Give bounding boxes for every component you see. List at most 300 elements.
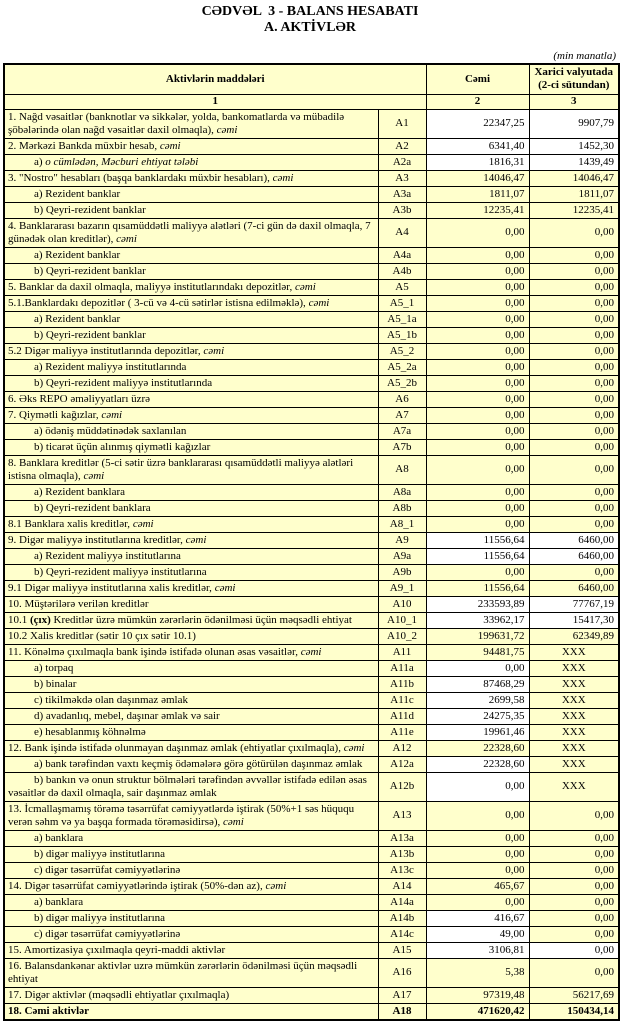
row-code: A6 (378, 391, 426, 407)
row-total-value: 2699,58 (426, 692, 529, 708)
row-code: A9b (378, 564, 426, 580)
row-total-value: 416,67 (426, 910, 529, 926)
row-code: A11b (378, 676, 426, 692)
row-label (4, 327, 378, 343)
row-foreign-value: 0,00 (529, 910, 619, 926)
row-foreign-value: XXX (529, 644, 619, 660)
row-foreign-value: 0,00 (529, 391, 619, 407)
row-label-text: (çıx) (30, 613, 51, 626)
row-code: A9_1 (378, 580, 426, 596)
table-row (4, 942, 619, 958)
row-label (4, 439, 378, 455)
table-row (4, 756, 619, 772)
row-code: A13a (378, 830, 426, 846)
row-code: A16 (378, 958, 426, 987)
row-label (4, 455, 378, 484)
row-foreign-value: 0,00 (529, 359, 619, 375)
table-row (4, 801, 619, 830)
table-row (4, 987, 619, 1003)
row-label-text: 8. Banklara kreditlər (5-ci sətir üzrə banklararası qısamüddətli maliyyə alətləri istisna olmaqla), (8, 456, 354, 482)
report-title: CƏDVƏL 3 - BALANS HESABATI (201, 4, 419, 19)
report-title-block (0, 0, 620, 36)
table-row (4, 878, 619, 894)
balance-sheet-table (3, 63, 620, 1021)
table-row (4, 170, 619, 186)
row-code: A17 (378, 987, 426, 1003)
row-total-value: 0,00 (426, 279, 529, 295)
table-row (4, 628, 619, 644)
row-label-text: a) Rezident maliyyə institutlarına (34, 549, 181, 562)
row-code: A12 (378, 740, 426, 756)
row-label (4, 484, 378, 500)
row-foreign-value: 0,00 (529, 218, 619, 247)
row-total-value: 0,00 (426, 830, 529, 846)
row-total-value: 1816,31 (426, 154, 529, 170)
row-code: A12a (378, 756, 426, 772)
row-foreign-value: 0,00 (529, 423, 619, 439)
row-label-text: 14. Digər təsərrüfat cəmiyyətlərində iştirak (50%-dən az), (8, 879, 266, 892)
row-label-text: cəmi (308, 296, 330, 309)
row-label (4, 375, 378, 391)
row-total-value: 0,00 (426, 846, 529, 862)
row-label-text: e) hesablanmış köhnəlmə (34, 725, 146, 738)
row-label-text: b) bankın və onun struktur bölmələri tərəfindən əvvəllər istifadə edilən əsas vəsaitlər də daxil olmaqla, sair daşınmaz əmlak (8, 773, 367, 799)
row-label (4, 407, 378, 423)
table-row (4, 154, 619, 170)
row-label (4, 692, 378, 708)
row-total-value: 87468,29 (426, 676, 529, 692)
row-label-text: 4. Banklararası bazarın qısamüddətli maliyyə alətləri (7-ci gün də daxil olmaqla, 7 günədək olan kreditlər), (8, 219, 371, 245)
row-code: A3 (378, 170, 426, 186)
row-foreign-value: 0,00 (529, 862, 619, 878)
row-code: A2 (378, 138, 426, 154)
row-label-text: a) torpaq (34, 661, 74, 674)
row-label (4, 987, 378, 1003)
row-code: A3a (378, 186, 426, 202)
table-row (4, 327, 619, 343)
row-label (4, 138, 378, 154)
row-label-text: b) Qeyri-rezident banklar (34, 328, 146, 341)
table-row (4, 455, 619, 484)
row-total-value: 22347,25 (426, 109, 529, 138)
row-foreign-value: 56217,69 (529, 987, 619, 1003)
row-foreign-value: 0,00 (529, 926, 619, 942)
row-label (4, 724, 378, 740)
row-label (4, 878, 378, 894)
row-total-value: 0,00 (426, 311, 529, 327)
row-foreign-value: 0,00 (529, 327, 619, 343)
row-code: A11 (378, 644, 426, 660)
row-label-text: 5.1.Banklardakı depozitlər ( 3-cü və 4-cü sətirlər istisna edilməklə), (8, 296, 309, 309)
row-foreign-value: 0,00 (529, 846, 619, 862)
row-foreign-value: 6460,00 (529, 532, 619, 548)
row-code: A14 (378, 878, 426, 894)
row-label-text: 11. Könəlmə çıxılmaqla bank işində istifadə olunan əsas vəsaitlər, (8, 645, 301, 658)
row-label-text: 16. Balansdankənar aktivlər uzrə mümkün zərərlərin ödənilməsi üçün məqsədli ehtiyat (8, 959, 358, 985)
row-total-value: 0,00 (426, 263, 529, 279)
table-row (4, 708, 619, 724)
table-row (4, 830, 619, 846)
row-label-text: cəmi (116, 232, 137, 245)
table-row (4, 439, 619, 455)
row-code: A9 (378, 532, 426, 548)
row-label-text: cəmi (185, 533, 207, 546)
row-label (4, 500, 378, 516)
row-label (4, 1003, 378, 1020)
row-label (4, 359, 378, 375)
report-subtitle: A. AKTİVLƏR (263, 20, 357, 35)
row-label-text: a) Rezident banklara (34, 485, 126, 498)
row-label-text: 15. Amortizasiya çıxılmaqla qeyri-maddi aktivlər (8, 943, 226, 956)
row-foreign-value: 6460,00 (529, 548, 619, 564)
row-total-value: 0,00 (426, 359, 529, 375)
table-row (4, 846, 619, 862)
row-label-text: 18. Cəmi aktivlər (8, 1004, 89, 1017)
row-foreign-value: 62349,89 (529, 628, 619, 644)
row-label (4, 740, 378, 756)
row-label-text: a) banklara (34, 831, 84, 844)
table-row (4, 660, 619, 676)
row-total-value: 12235,41 (426, 202, 529, 218)
row-total-value: 0,00 (426, 862, 529, 878)
row-code: A4a (378, 247, 426, 263)
row-code: A8a (378, 484, 426, 500)
row-foreign-value: 0,00 (529, 830, 619, 846)
row-code: A15 (378, 942, 426, 958)
row-label-text: a) Rezident banklar (34, 312, 121, 325)
row-label-text: 1. Nağd vəsaitlər (banknotlar və sikkələr, yolda, bankomatlarda və mübadilə şöbələrində olan nağd vəsaitlər daxil olmaqla), (8, 110, 345, 136)
row-foreign-value: 1811,07 (529, 186, 619, 202)
row-label-text: b) ticarət üçün alınmış qiymətli kağızlar (34, 440, 211, 453)
table-row (4, 138, 619, 154)
row-label-text: b) Qeyri-rezident maliyyə institutlarına (34, 565, 207, 578)
table-row (4, 564, 619, 580)
row-label-text: 5. Banklar da daxil olmaqla, maliyyə institutlarındakı depozitlər, (8, 280, 296, 293)
row-code: A5 (378, 279, 426, 295)
row-label (4, 202, 378, 218)
row-label-text: b) binalar (34, 677, 77, 690)
row-label (4, 596, 378, 612)
header-total: Cəmi (426, 64, 529, 94)
row-code: A11c (378, 692, 426, 708)
row-code: A11a (378, 660, 426, 676)
row-label-text: Kreditlər üzrə mümkün zərərlərin ödənilməsi üçün məqsədli ehtiyat (50, 613, 352, 626)
row-label-text: a) ödəniş müddətinədək saxlanılan (34, 424, 187, 437)
row-foreign-value: 0,00 (529, 484, 619, 500)
row-code: A5_2 (378, 343, 426, 359)
row-foreign-value: 77767,19 (529, 596, 619, 612)
row-label (4, 516, 378, 532)
row-label-text: cəmi (132, 517, 154, 530)
table-row (4, 279, 619, 295)
row-code: A10_2 (378, 628, 426, 644)
row-foreign-value: XXX (529, 740, 619, 756)
row-foreign-value: 0,00 (529, 516, 619, 532)
row-label-text: cəmi (265, 879, 287, 892)
row-label-text: 9. Digər maliyyə institutlarına kreditlər, (8, 533, 186, 546)
row-label-text: b) Qeyri-rezident maliyyə institutlarında (34, 376, 213, 389)
table-row (4, 423, 619, 439)
row-label (4, 311, 378, 327)
row-label (4, 708, 378, 724)
row-foreign-value: 12235,41 (529, 202, 619, 218)
row-label-text: cəmi (159, 139, 181, 152)
row-total-value: 14046,47 (426, 170, 529, 186)
row-label (4, 910, 378, 926)
row-label-text: 13. İcmallaşmamış törəmə təsərrüfat cəmiyyətlərdə iştirak (50%+1 səs hüququ verən səhm və ya başqa formada törəməsidirsə), (8, 802, 355, 828)
row-label (4, 628, 378, 644)
row-code: A4b (378, 263, 426, 279)
row-label (4, 423, 378, 439)
table-row (4, 532, 619, 548)
table-row (4, 263, 619, 279)
row-label-text: a) (34, 155, 46, 168)
row-foreign-value: 0,00 (529, 247, 619, 263)
row-total-value: 0,00 (426, 295, 529, 311)
table-row (4, 247, 619, 263)
row-label-text: a) banklara (34, 895, 84, 908)
row-code: A7a (378, 423, 426, 439)
row-total-value: 11556,64 (426, 532, 529, 548)
row-code: A14a (378, 894, 426, 910)
row-foreign-value: 1452,30 (529, 138, 619, 154)
row-total-value: 94481,75 (426, 644, 529, 660)
row-total-value: 0,00 (426, 772, 529, 801)
row-total-value: 0,00 (426, 894, 529, 910)
row-label-text: cəmi (223, 815, 244, 828)
table-row (4, 311, 619, 327)
row-total-value: 0,00 (426, 423, 529, 439)
row-foreign-value: 0,00 (529, 439, 619, 455)
row-total-value: 465,67 (426, 878, 529, 894)
header-items: Aktivlərin maddələri (4, 64, 426, 94)
row-label-text: a) Rezident banklar (34, 187, 121, 200)
table-row (4, 894, 619, 910)
row-label (4, 958, 378, 987)
row-label-text: 6. Əks REPO əməliyyatları üzrə (8, 392, 151, 405)
row-label-text: b) Qeyri-rezident banklar (34, 264, 146, 277)
row-code: A12b (378, 772, 426, 801)
row-label (4, 772, 378, 801)
table-row (4, 926, 619, 942)
row-foreign-value: XXX (529, 692, 619, 708)
row-label (4, 801, 378, 830)
row-code: A1 (378, 109, 426, 138)
row-foreign-value: 0,00 (529, 455, 619, 484)
row-foreign-value: 0,00 (529, 958, 619, 987)
row-label-text: 10.1 (8, 613, 30, 626)
row-code: A13 (378, 801, 426, 830)
row-label (4, 894, 378, 910)
row-label (4, 862, 378, 878)
row-total-value: 3106,81 (426, 942, 529, 958)
row-total-value: 0,00 (426, 391, 529, 407)
row-label-text: a) bank tərəfindən vaxtı keçmiş ödəmələrə görə götürülən daşınmaz əmlak (34, 757, 363, 770)
row-label (4, 532, 378, 548)
table-row (4, 772, 619, 801)
row-total-value: 0,00 (426, 500, 529, 516)
table-row (4, 1003, 619, 1020)
row-label-text: cəmi (272, 171, 294, 184)
row-code: A13c (378, 862, 426, 878)
row-total-value: 19961,46 (426, 724, 529, 740)
row-label-text: a) Rezident maliyyə institutlarında (34, 360, 187, 373)
row-foreign-value: XXX (529, 660, 619, 676)
row-foreign-value: 0,00 (529, 878, 619, 894)
row-code: A5_2a (378, 359, 426, 375)
row-label (4, 660, 378, 676)
row-label-text: cəmi (300, 645, 322, 658)
row-label-text: d) avadanlıq, mebel, daşınar əmlak və sair (34, 709, 220, 722)
row-total-value: 22328,60 (426, 756, 529, 772)
row-total-value: 0,00 (426, 564, 529, 580)
row-label-text: 5.2 Digər maliyyə institutlarında depozitlər, (8, 344, 204, 357)
row-foreign-value: 150434,14 (529, 1003, 619, 1020)
row-label-text: 12. Bank işində istifadə olunmayan daşınmaz əmlak (ehtiyatlar çıxılmaqla), (8, 741, 344, 754)
row-foreign-value: 0,00 (529, 295, 619, 311)
row-foreign-value: 14046,47 (529, 170, 619, 186)
row-foreign-value: 0,00 (529, 263, 619, 279)
row-label (4, 548, 378, 564)
row-code: A8 (378, 455, 426, 484)
column-number-1: 1 (4, 94, 426, 109)
column-number-2: 2 (426, 94, 529, 109)
row-total-value: 471620,42 (426, 1003, 529, 1020)
row-code: A8_1 (378, 516, 426, 532)
row-label-text: 9.1 Digər maliyyə institutlarına xalis kreditlər, (8, 581, 215, 594)
row-code: A5_1a (378, 311, 426, 327)
row-label-text: 10. Müştərilərə verilən kreditlər (8, 597, 149, 610)
row-foreign-value: 0,00 (529, 564, 619, 580)
row-foreign-value: 15417,30 (529, 612, 619, 628)
row-label-text: o cümlədən, Məcburi ehtiyat tələbi (45, 155, 199, 168)
table-row (4, 724, 619, 740)
table-row (4, 612, 619, 628)
row-foreign-value: 0,00 (529, 279, 619, 295)
row-label-text: c) digər təsərrüfat cəmiyyətlərinə (34, 863, 181, 876)
row-label-text: cəmi (343, 741, 365, 754)
row-label-text: cəmi (216, 123, 238, 136)
row-label-text: b) digər maliyyə institutlarına (34, 911, 166, 924)
table-row (4, 910, 619, 926)
row-label (4, 830, 378, 846)
row-total-value: 11556,64 (426, 548, 529, 564)
row-label-text: 8.1 Banklara xalis kreditlər, (8, 517, 133, 530)
row-total-value: 0,00 (426, 247, 529, 263)
table-row (4, 375, 619, 391)
row-label (4, 109, 378, 138)
row-foreign-value: XXX (529, 772, 619, 801)
row-label (4, 295, 378, 311)
row-label (4, 170, 378, 186)
row-code: A5_1 (378, 295, 426, 311)
row-foreign-value: 9907,79 (529, 109, 619, 138)
row-label-text: cəmi (203, 344, 225, 357)
table-row (4, 862, 619, 878)
row-label-text: cəmi (101, 408, 123, 421)
row-total-value: 0,00 (426, 343, 529, 359)
row-label-text: c) digər təsərrüfat cəmiyyətlərinə (34, 927, 181, 940)
row-label (4, 263, 378, 279)
table-row (4, 500, 619, 516)
row-code: A11d (378, 708, 426, 724)
row-total-value: 6341,40 (426, 138, 529, 154)
row-total-value: 233593,89 (426, 596, 529, 612)
row-total-value: 0,00 (426, 218, 529, 247)
row-label-text: a) Rezident banklar (34, 248, 121, 261)
row-code: A5_2b (378, 375, 426, 391)
table-row (4, 692, 619, 708)
row-total-value: 199631,72 (426, 628, 529, 644)
table-header (4, 64, 619, 109)
row-foreign-value: XXX (529, 724, 619, 740)
row-total-value: 0,00 (426, 516, 529, 532)
row-code: A7 (378, 407, 426, 423)
table-row (4, 202, 619, 218)
table-row (4, 391, 619, 407)
row-total-value: 49,00 (426, 926, 529, 942)
row-label (4, 942, 378, 958)
row-total-value: 0,00 (426, 439, 529, 455)
row-label-text: cəmi (295, 280, 316, 293)
table-row (4, 644, 619, 660)
row-label (4, 564, 378, 580)
row-total-value: 33962,17 (426, 612, 529, 628)
row-label (4, 756, 378, 772)
column-number-3: 3 (529, 94, 619, 109)
table-row (4, 407, 619, 423)
row-total-value: 0,00 (426, 801, 529, 830)
row-total-value: 0,00 (426, 484, 529, 500)
table-row (4, 740, 619, 756)
row-total-value: 97319,48 (426, 987, 529, 1003)
table-row (4, 109, 619, 138)
row-label-text: b) Qeyri-rezident banklara (34, 501, 151, 514)
row-code: A14b (378, 910, 426, 926)
row-label (4, 279, 378, 295)
row-code: A14c (378, 926, 426, 942)
row-label-text: b) Qeyri-rezident banklar (34, 203, 146, 216)
row-code: A7b (378, 439, 426, 455)
row-total-value: 11556,64 (426, 580, 529, 596)
table-body (4, 109, 619, 1020)
row-label-text: 3. "Nostro" hesabları (başqa banklardakı müxbir hesabları), (8, 171, 273, 184)
row-foreign-value: XXX (529, 708, 619, 724)
row-code: A9a (378, 548, 426, 564)
row-total-value: 0,00 (426, 407, 529, 423)
row-label (4, 846, 378, 862)
row-foreign-value: 0,00 (529, 500, 619, 516)
header-foreign: Xarici valyutada (2-ci sütundan) (529, 64, 619, 94)
row-total-value: 24275,35 (426, 708, 529, 724)
units-note: (min manatla) (553, 50, 616, 62)
row-foreign-value: 0,00 (529, 407, 619, 423)
table-row (4, 958, 619, 987)
row-label (4, 343, 378, 359)
row-code: A10 (378, 596, 426, 612)
row-label-text: 2. Mərkəzi Bankda müxbir hesab, (8, 139, 160, 152)
row-total-value: 0,00 (426, 375, 529, 391)
row-total-value: 1811,07 (426, 186, 529, 202)
table-row (4, 580, 619, 596)
table-row (4, 548, 619, 564)
row-total-value: 0,00 (426, 455, 529, 484)
row-code: A4 (378, 218, 426, 247)
row-code: A18 (378, 1003, 426, 1020)
row-total-value: 0,00 (426, 660, 529, 676)
row-label (4, 186, 378, 202)
row-label (4, 676, 378, 692)
